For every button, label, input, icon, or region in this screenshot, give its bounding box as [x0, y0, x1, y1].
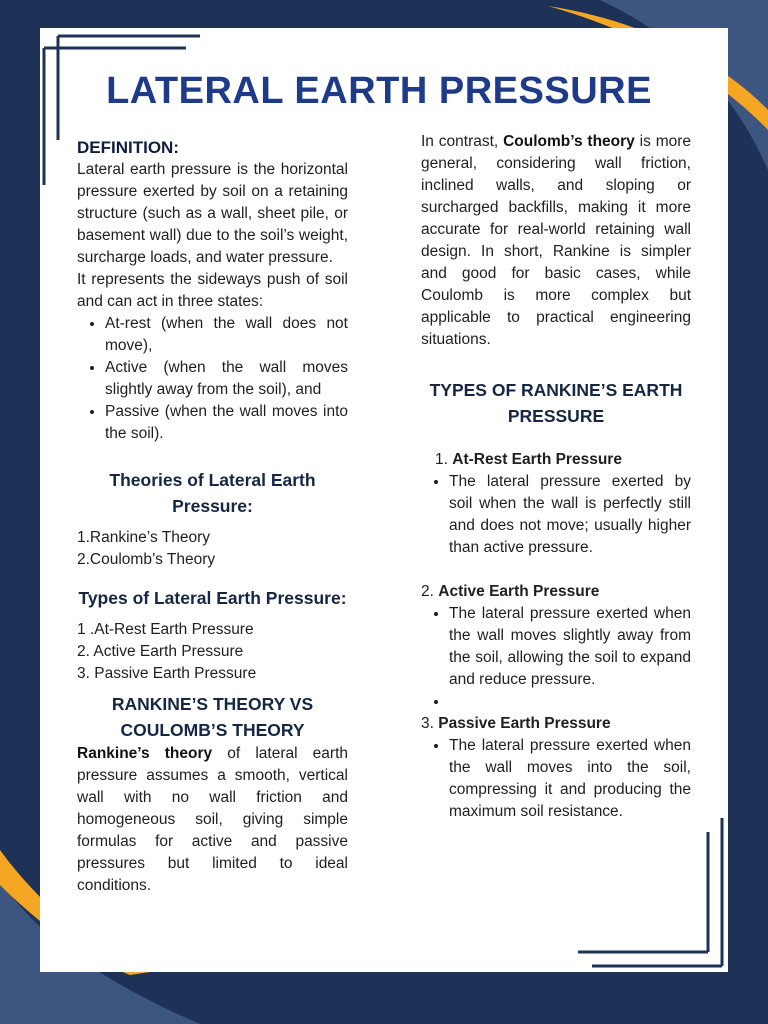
list-item: 2.Coulomb’s Theory — [77, 551, 216, 568]
empty-list-item — [449, 691, 691, 713]
definition-paragraph-2: It represents the sideways push of soil and can act in three states: — [77, 271, 348, 310]
theories-list — [77, 527, 348, 571]
list-item: • Active (when the wall moves slightly away from the soil), and — [105, 357, 348, 401]
comparison-heading: RANKINE’S THEORY VS COULOMB’S THEORY — [111, 694, 314, 740]
coulomb-theory-label: Coulomb’s theory — [503, 133, 635, 150]
rankine-type-2-list — [421, 603, 691, 713]
contrast-intro: In contrast, — [421, 133, 504, 150]
rankine-type-3-title: 3. Passive Earth Pressure — [421, 715, 611, 732]
list-item: • The lateral pressure exerted when the wall moves slightly away from the soil, allowing the soil to expand and reduce pressure. — [449, 603, 691, 691]
types-heading: Types of Lateral Earth Pressure: — [78, 588, 347, 608]
right-column — [421, 131, 691, 823]
rankine-paragraph — [77, 743, 348, 897]
rankine-type-2-number: 2. — [421, 583, 434, 600]
list-item: • At-rest (when the wall does not move), — [105, 313, 348, 357]
rankine-type-1-list — [421, 471, 691, 559]
list-item: • Passive (when the wall moves into the soil). — [105, 401, 348, 445]
rankine-type-1-title: 1. At-Rest Earth Pressure — [435, 451, 622, 468]
rankine-type-1-number: 1. — [435, 451, 448, 468]
page-title: LATERAL EARTH PRESSURE — [106, 70, 652, 112]
rankine-type-3-number: 3. — [421, 715, 434, 732]
types-list — [77, 619, 348, 685]
rankine-type-3 — [421, 713, 691, 823]
left-column — [77, 137, 348, 897]
definition-heading: DEFINITION: — [77, 138, 179, 157]
pressure-states-list — [77, 313, 348, 445]
rankine-theory-label: Rankine’s theory — [77, 745, 213, 762]
theories-heading: Theories of Lateral Earth Pressure: — [109, 470, 316, 516]
coulomb-paragraph — [421, 131, 691, 351]
rankine-theory-text: of lateral earth pressure assumes a smooth, vertical wall with no wall friction and homogeneous soil, giving simple formulas for active and passive pressures but limited to ideal conditions. — [77, 745, 348, 894]
list-item: • The lateral pressure exerted by soil when the wall is perfectly still and does not move; usually higher than active pressure. — [449, 471, 691, 559]
list-item: 1.Rankine’s Theory — [77, 529, 210, 546]
rankine-types-heading: TYPES OF RANKINE’S EARTH PRESSURE — [429, 380, 683, 426]
list-item: 1 .At-Rest Earth Pressure — [77, 621, 254, 638]
list-item: 3. Passive Earth Pressure — [77, 665, 257, 682]
rankine-type-3-list — [421, 735, 691, 823]
rankine-type-2-title: 2. Active Earth Pressure — [421, 583, 600, 600]
rankine-type-2 — [421, 581, 691, 713]
list-item: 2. Active Earth Pressure — [77, 643, 244, 660]
definition-paragraph-1: Lateral earth pressure is the horizontal pressure exerted by soil on a retaining structure (such as a wall, sheet pile, or basement wall) due to the soil’s weight, surcharge loads, and water pressure. — [77, 161, 348, 266]
list-item: • The lateral pressure exerted when the wall moves into the soil, compressing it and producing the maximum soil resistance. — [449, 735, 691, 823]
rankine-type-1 — [421, 449, 691, 559]
coulomb-theory-text: is more general, considering wall friction, inclined walls, and sloping or surcharged backfills, making it more accurate for real-world retaining wall design. In short, Rankine is simpler and good for basic cases, while Coulomb is more complex but applicable to practical engineering situations. — [421, 133, 692, 348]
